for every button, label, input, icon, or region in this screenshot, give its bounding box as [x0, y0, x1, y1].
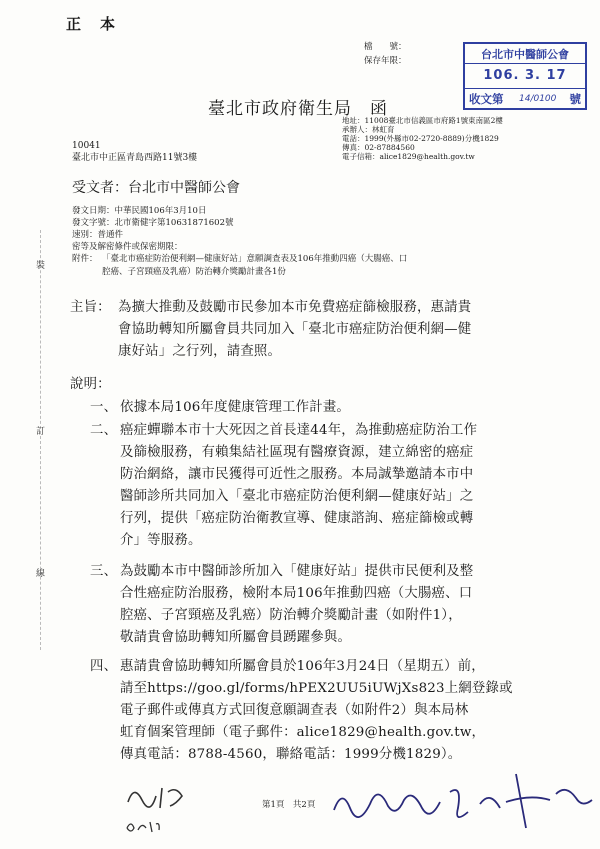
item-text [120, 397, 350, 419]
binding-mark-zhuang: 裝 [36, 261, 46, 271]
attachment-line-2: 腔癌、子宮頸癌及乳癌）防治轉介獎勵計畫各1份 [102, 267, 286, 277]
sender-fax: 傳真：02-87884560 [342, 143, 415, 152]
received-stamp [463, 42, 587, 110]
retention-period-label: 保存年限： [364, 56, 407, 66]
explanation-label: 說明： [70, 377, 111, 392]
item-line: 虹育個案管理師（電子郵件：alice1829@health.gov.tw， [120, 725, 486, 740]
item-line: 電子郵件或傳真方式回復意願調查表（如附件2）與本局林 [120, 703, 469, 718]
item-line: 惠請貴會協助轉知所屬會員於106年3月24日（星期五）前， [120, 659, 485, 674]
item-line: 介」等服務。 [120, 533, 202, 548]
urgency: 速別：普通件 [72, 230, 124, 240]
handwritten-signature [330, 764, 600, 838]
subject-line: 會協助轉知所屬會員共同加入「臺北市癌症防治便利網—健 [118, 322, 472, 337]
recipient-address: 臺北市中正區青島西路11號3樓 [72, 153, 198, 163]
item-line: 行列，提供「癌症防治衛教宣導、健康諮詢、癌症篩檢或轉 [120, 511, 474, 526]
recipient: 受文者：台北市中醫師公會 [72, 180, 240, 196]
original-copy-mark: 正 本 [66, 15, 118, 33]
item-line: 及篩檢服務，有賴集結社區現有醫療資源，建立綿密的癌症 [120, 445, 474, 460]
issue-meta [72, 205, 234, 253]
sender-phone: 電話：1999(外縣市02-2720-8889)分機1829 [342, 134, 499, 143]
attachment-line-1: 「臺北市癌症防治便利網—健康好站」意願調查表及106年推動四癌（大腸癌、口 [102, 254, 408, 264]
subject-text [118, 297, 471, 363]
sender-info [342, 116, 503, 161]
item-line: 敬請貴會協助轉知所屬會員踴躍參與。 [120, 630, 352, 645]
item-line: 防治網絡，讓市民獲得可近性之服務。本局誠摯邀請本市中 [120, 467, 474, 482]
page-indicator: 第1頁 共2頁 [262, 800, 316, 810]
item-line: 請至https://goo.gl/forms/hPEX2UU5iUWjXs823上網登錄或 [120, 681, 513, 696]
sender-email: 電子信箱：alice1829@health.gov.tw [342, 152, 475, 161]
stamp-date: 106. 3. 17 [483, 68, 567, 83]
binding-mark-ding: 訂 [36, 427, 46, 437]
item-line: 合性癌症防治服務，檢附本局106年推動四癌（大腸癌、口 [120, 586, 473, 601]
attachment-label: 附件： [72, 254, 98, 264]
sender-address: 地址：11008臺北市信義區市府路1號東南區2樓 [342, 116, 503, 125]
subject-label: 主旨： [70, 300, 111, 315]
stamp-org: 台北市中醫師公會 [481, 48, 569, 61]
confidentiality: 密等及解密條件或保密期限： [72, 242, 183, 252]
item-number: 二、 [90, 423, 118, 438]
item-text [120, 656, 513, 766]
binding-line [40, 230, 41, 650]
item-line: 癌症蟬聯本市十大死因之首長達44年，為推動癌症防治工作 [120, 423, 478, 438]
sender-contact-person: 承辦人：林虹育 [342, 125, 395, 134]
subject-line: 康好站」之行列，請查照。 [118, 344, 282, 359]
archive-number-label: 檔 號： [364, 42, 407, 52]
item-line: 為鼓勵本市中醫師診所加入「健康好站」提供市民便利及整 [120, 564, 474, 579]
item-text [120, 420, 477, 552]
subject-line: 為擴大推動及鼓勵市民參加本市免費癌症篩檢服務，惠請貴 [118, 300, 472, 315]
issue-number: 發文字號：北市衛健字第10631871602號 [72, 218, 234, 228]
recipient-postal-code: 10041 [72, 141, 101, 151]
item-number: 三、 [90, 564, 118, 579]
handwritten-date [124, 816, 164, 840]
binding-mark-xian: 線 [36, 569, 46, 579]
item-line: 腔癌、子宮頸癌及乳癌）防治轉介獎勵計畫（如附件1）， [120, 608, 462, 623]
document-title: 臺北市政府衛生局 函 [208, 99, 388, 119]
issue-date: 發文日期：中華民國106年3月10日 [72, 206, 207, 216]
item-line: 傳真電話：8788-4560，聯絡電話：1999分機1829）。 [120, 747, 462, 762]
item-number: 一、 [90, 400, 118, 415]
handwritten-initials [124, 782, 194, 817]
stamp-received-label: 收文第 [469, 92, 504, 106]
item-line: 醫師診所共同加入「臺北市癌症防治便利網—健康好站」之 [120, 489, 474, 504]
item-text [120, 561, 473, 649]
stamp-number: 14/0100 [519, 94, 557, 104]
item-line: 依據本局106年度健康管理工作計畫。 [120, 400, 351, 415]
item-number: 四、 [90, 659, 118, 674]
stamp-suffix: 號 [569, 92, 581, 106]
